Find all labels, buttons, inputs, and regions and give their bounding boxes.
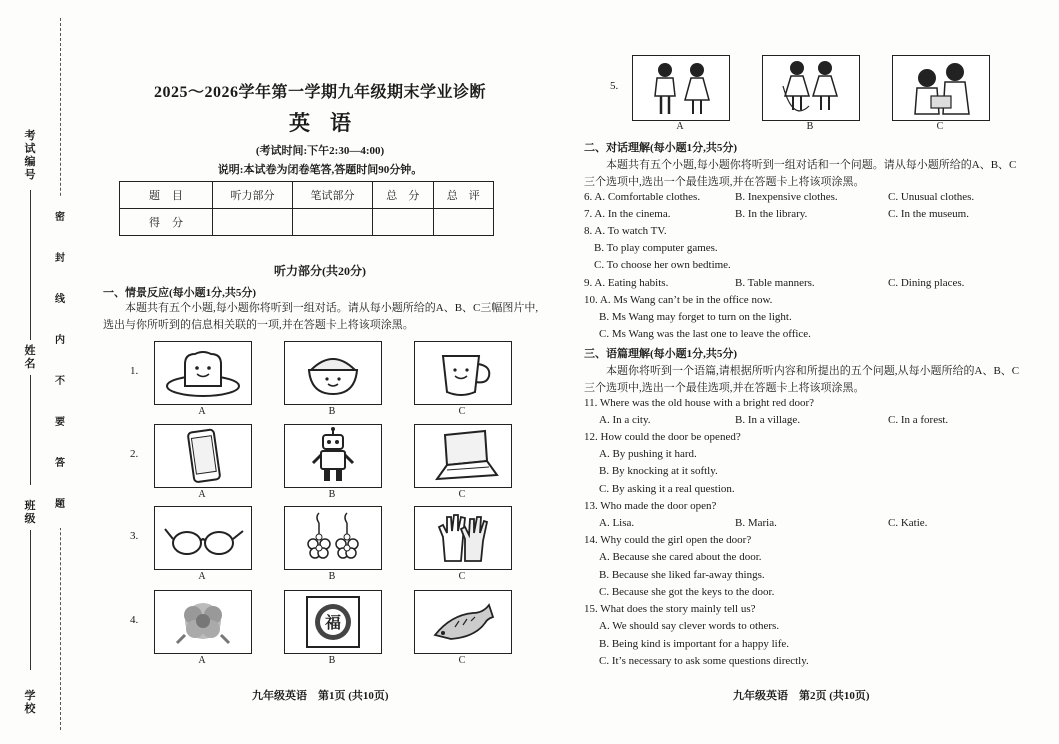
question-4 [130, 590, 530, 672]
q11-option-c: C. In a forest. [888, 414, 949, 426]
q9-option-a: 9. A. Eating habits. [584, 277, 669, 289]
option-a-label: A [198, 406, 206, 417]
q14-option-b: B. Because she liked far-away things. [599, 569, 765, 581]
part3-instruction-line2: 三个选项中,选出一个最佳选项,并在答题卡上将该项涂黑。 [584, 382, 865, 394]
exam-time: (考试时间:下午2:30—4:00) [255, 145, 385, 157]
q6-option-c: C. Unusual clothes. [888, 191, 975, 203]
fish-icon[interactable] [414, 590, 512, 654]
page2-footer: 九年级英语 第2页 (共10页) [733, 690, 870, 702]
option-c-label: C [458, 406, 466, 417]
option-c-label: C [458, 489, 466, 500]
question-1 [130, 341, 530, 423]
part2-heading: 二、对话理解(每小题1分,共5分) [584, 142, 738, 154]
exam-number-label: 考试编号 [24, 130, 36, 181]
q15-option-a: A. We should say clever words to others. [599, 620, 780, 632]
q12-option-a: A. By pushing it hard. [599, 448, 697, 460]
part3-instruction-line1: 本题你将听到一个语篇,请根据所听内容和所提出的五个问题,从每小题所给的A、B、C [606, 365, 1020, 377]
girls-reading-icon[interactable] [892, 55, 990, 121]
q13-option-b: B. Maria. [735, 517, 777, 529]
option-a-label: A [198, 489, 206, 500]
q9-option-c: C. Dining places. [888, 277, 965, 289]
q14-option-c: C. Because she got the keys to the door. [599, 586, 775, 598]
option-b-label: B [328, 655, 336, 666]
name-label: 姓名 [24, 345, 36, 370]
robot-icon[interactable] [284, 424, 382, 488]
score-header-review: 总 评 [433, 182, 493, 209]
q12-question: 12. How could the door be opened? [584, 431, 741, 443]
q6-option-b: B. Inexpensive clothes. [735, 191, 838, 203]
page1-footer: 九年级英语 第1页 (共10页) [252, 690, 389, 702]
listening-section-title: 听力部分(共20分) [274, 264, 366, 278]
exam-number-blank [30, 190, 31, 340]
part3-heading: 三、语篇理解(每小题1分,共5分) [584, 348, 738, 360]
q7-option-a: 7. A. In the cinema. [584, 208, 671, 220]
boy-girl-talking-icon[interactable] [632, 55, 730, 121]
svg-text:福: 福 [324, 613, 342, 632]
exam-title: 2025～2026学年第一学期九年级期末学业诊断 [153, 84, 486, 101]
score-table-header-row [120, 182, 494, 209]
q9-option-b: B. Table manners. [735, 277, 815, 289]
q13-question: 13. Who made the door open? [584, 500, 717, 512]
score-table [119, 181, 494, 236]
exam-note: 说明:本试卷为闭卷笔答,答题时间90分钟。 [217, 164, 423, 176]
glasses-icon[interactable] [154, 506, 252, 570]
q10-option-b: B. Ms Wang may forget to turn on the light. [599, 311, 792, 323]
rice-bowl-icon[interactable] [284, 341, 382, 405]
q11-option-b: B. In a village. [735, 414, 801, 426]
toast-icon[interactable] [154, 341, 252, 405]
fu-paper-cut-icon[interactable] [284, 590, 382, 654]
q7-option-b: B. In the library. [735, 208, 808, 220]
score-cell-review[interactable] [433, 209, 493, 236]
score-row-label: 得分 [120, 209, 213, 236]
score-cell-writing[interactable] [293, 209, 373, 236]
part1-instruction: 本题共有五个小题,每小题你将听到一组对话。请从每小题所给的A、B、C三幅图片中,选出与你所听到的信息相关联的一项,并在答题卡上将该项涂黑。 [103, 302, 539, 331]
q13-option-c: C. Katie. [888, 517, 928, 529]
earrings-icon[interactable] [284, 506, 382, 570]
coffee-cup-icon[interactable] [414, 341, 512, 405]
q15-question: 15. What does the story mainly tell us? [584, 603, 756, 615]
gloves-icon[interactable] [414, 506, 512, 570]
class-blank [30, 530, 31, 670]
q6-option-a: 6. A. Comfortable clothes. [584, 191, 701, 203]
option-c-label: C [936, 121, 944, 132]
option-b-label: B [328, 489, 336, 500]
q14-question: 14. Why could the girl open the door? [584, 534, 752, 546]
binding-strip [0, 0, 75, 744]
q10-option-c: C. Ms Wang was the last one to leave the office. [599, 328, 811, 340]
question-5-number: 5. [610, 80, 619, 92]
q15-option-c: C. It’s necessary to ask some questions directly. [599, 655, 809, 667]
q11-option-a: A. In a city. [599, 414, 651, 426]
class-label: 班级 [24, 500, 36, 525]
q10-option-a: 10. A. Ms Wang can’t be in the office now. [584, 294, 773, 306]
option-a-label: A [198, 655, 206, 666]
q13-option-a: A. Lisa. [599, 517, 635, 529]
seal-line-text: 密封线内不要答题 [53, 196, 67, 528]
q12-option-b: B. By knocking at it softly. [599, 465, 718, 477]
option-b-label: B [328, 571, 336, 582]
option-c-label: C [458, 571, 466, 582]
q8-option-a: 8. A. To watch TV. [584, 225, 667, 237]
score-cell-listening[interactable] [213, 209, 293, 236]
smartphone-icon[interactable] [154, 424, 252, 488]
option-a-label: A [198, 571, 206, 582]
question-number: 1. [130, 365, 139, 377]
q12-option-c: C. By asking it a real question. [599, 483, 735, 495]
part1-heading: 一、情景反应(每小题1分,共5分) [103, 287, 257, 299]
subject-title: 英语 [289, 111, 371, 135]
part2-instruction-line1: 本题共有五个小题,每小题你将听到一组对话和一个问题。请从每小题所给的A、B、C [606, 159, 1017, 171]
q11-question: 11. Where was the old house with a bright red door? [584, 397, 815, 409]
option-b-label: B [806, 121, 814, 132]
q8-option-b: B. To play computer games. [594, 242, 718, 254]
q8-option-c: C. To choose her own bedtime. [594, 259, 731, 271]
question-number: 4. [130, 614, 139, 626]
laptop-icon[interactable] [414, 424, 512, 488]
question-number: 3. [130, 530, 139, 542]
part2-instruction-line2: 三个选项中,选出一个最佳选项,并在答题卡上将该项涂黑。 [584, 176, 865, 188]
score-cell-total[interactable] [373, 209, 433, 236]
score-header-writing: 笔试部分 [293, 182, 373, 209]
school-label: 学校 [24, 690, 36, 715]
peony-icon[interactable] [154, 590, 252, 654]
score-table-score-row [120, 209, 494, 236]
score-header-item: 题目 [120, 182, 213, 209]
q14-option-a: A. Because she cared about the door. [599, 551, 762, 563]
option-b-label: B [328, 406, 336, 417]
question-2 [130, 424, 530, 506]
girls-skipping-icon[interactable] [762, 55, 860, 121]
question-number: 2. [130, 448, 139, 460]
score-header-total: 总 分 [373, 182, 433, 209]
name-blank [30, 375, 31, 485]
q7-option-c: C. In the museum. [888, 208, 969, 220]
score-header-listening: 听力部分 [213, 182, 293, 209]
option-a-label: A [676, 121, 684, 132]
q15-option-b: B. Being kind is important for a happy life. [599, 638, 790, 650]
question-3 [130, 506, 530, 588]
option-c-label: C [458, 655, 466, 666]
